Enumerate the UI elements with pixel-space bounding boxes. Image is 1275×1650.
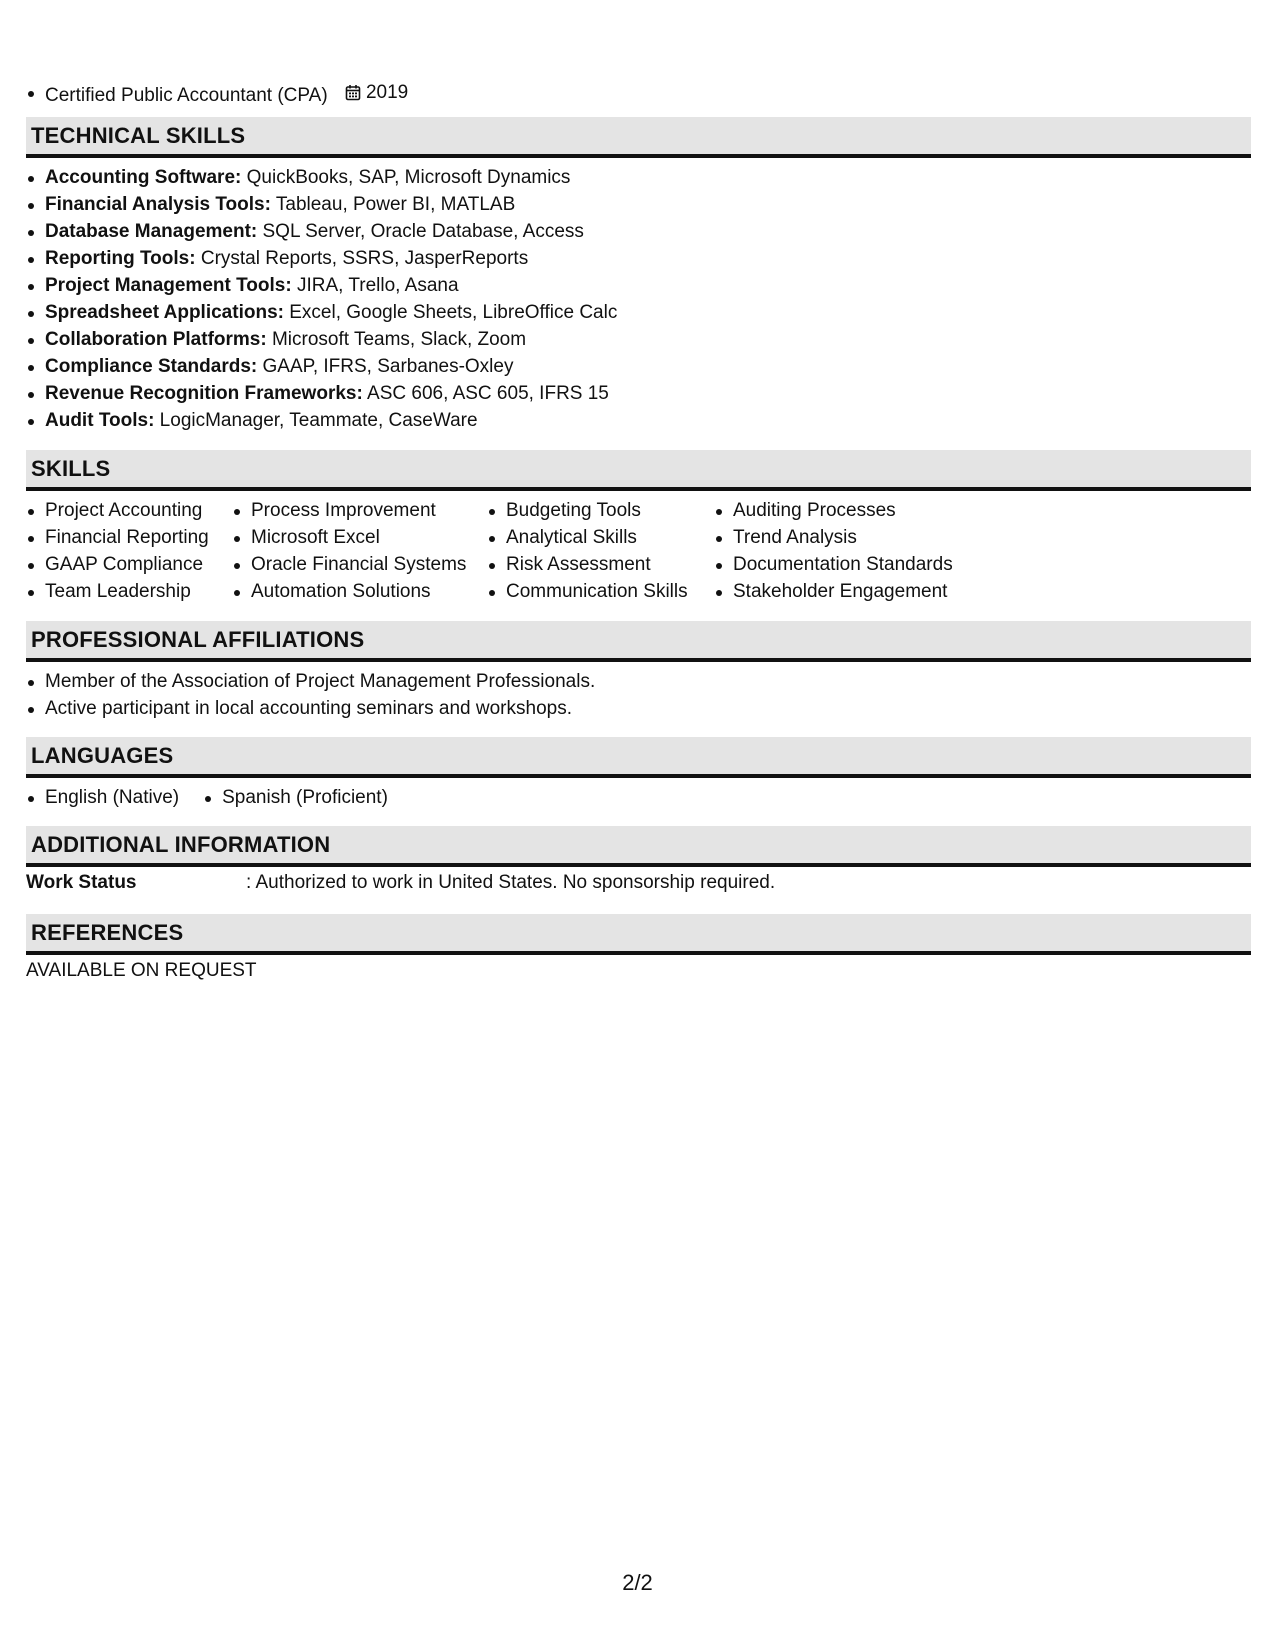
certification-date	[345, 79, 408, 106]
certification-name: Certified Public Accountant (CPA)	[45, 85, 328, 106]
technical-skill-item	[26, 380, 1251, 407]
technical-skills-section	[26, 117, 1251, 434]
skills-columns	[26, 491, 1251, 605]
skill-item: Risk Assessment	[487, 551, 714, 578]
skill-item: GAAP Compliance	[26, 551, 232, 578]
technical-skill-item	[26, 299, 1251, 326]
skill-category: Project Management Tools:	[45, 275, 292, 296]
skill-category: Revenue Recognition Frameworks:	[45, 383, 363, 404]
skill-category: Accounting Software:	[45, 167, 242, 188]
certification-year: 2019	[365, 82, 409, 103]
section-header	[26, 737, 1251, 778]
skill-item: Trend Analysis	[714, 524, 1014, 551]
section-header	[26, 914, 1251, 955]
skill-category: Reporting Tools:	[45, 248, 196, 269]
skill-item: Documentation Standards	[714, 551, 1014, 578]
skill-category: Database Management:	[45, 221, 258, 242]
skill-item: Auditing Processes	[714, 497, 1014, 524]
additional-info-section	[26, 826, 1251, 896]
skill-item: Process Improvement	[232, 497, 487, 524]
skill-values: JIRA, Trello, Asana	[291, 275, 459, 296]
work-status-row	[26, 867, 1251, 896]
skill-values: ASC 606, ASC 605, IFRS 15	[362, 383, 609, 404]
technical-skill-item	[26, 272, 1251, 299]
skill-category: Audit Tools:	[45, 410, 155, 431]
skill-values: LogicManager, Teammate, CaseWare	[154, 410, 478, 431]
skill-item: Communication Skills	[487, 578, 714, 605]
skill-item: Team Leadership	[26, 578, 232, 605]
calendar-icon	[345, 84, 361, 101]
skill-item: Microsoft Excel	[232, 524, 487, 551]
skills-column	[26, 497, 232, 605]
skill-item: Oracle Financial Systems	[232, 551, 487, 578]
technical-skill-item	[26, 191, 1251, 218]
section-title: PROFESSIONAL AFFILIATIONS	[31, 626, 365, 652]
skill-values: Microsoft Teams, Slack, Zoom	[266, 329, 527, 350]
section-header	[26, 826, 1251, 867]
technical-skill-item	[26, 218, 1251, 245]
languages-list	[26, 784, 1251, 811]
affiliation-item: Active participant in local accounting seminars and workshops.	[26, 695, 1251, 722]
work-status-value: : Authorized to work in United States. No sponsorship required.	[246, 872, 776, 893]
section-title: REFERENCES	[31, 919, 184, 945]
skill-category: Financial Analysis Tools:	[45, 194, 271, 215]
skill-item: Project Accounting	[26, 497, 232, 524]
certification-item	[26, 79, 408, 109]
skills-column	[487, 497, 714, 605]
affiliations-section	[26, 621, 1251, 722]
skill-item: Budgeting Tools	[487, 497, 714, 524]
work-status-label: Work Status	[26, 872, 137, 893]
technical-skill-item	[26, 245, 1251, 272]
certification-list	[26, 79, 408, 109]
page-number: 2/2	[622, 1570, 653, 1595]
technical-skill-item	[26, 164, 1251, 191]
skill-category: Compliance Standards:	[45, 356, 258, 377]
technical-skills-list	[26, 164, 1251, 434]
section-header	[26, 621, 1251, 662]
section-title: TECHNICAL SKILLS	[31, 122, 246, 148]
skill-values: GAAP, IFRS, Sarbanes-Oxley	[257, 356, 514, 377]
section-title: ADDITIONAL INFORMATION	[31, 831, 331, 857]
skills-column	[714, 497, 1014, 605]
technical-skill-item	[26, 407, 1251, 434]
skill-category: Collaboration Platforms:	[45, 329, 267, 350]
skill-values: Tableau, Power BI, MATLAB	[270, 194, 516, 215]
skill-item: Stakeholder Engagement	[714, 578, 1014, 605]
section-title: LANGUAGES	[31, 742, 174, 768]
references-text: AVAILABLE ON REQUEST	[26, 960, 257, 981]
skills-column	[232, 497, 487, 605]
skill-values: Excel, Google Sheets, LibreOffice Calc	[283, 302, 618, 323]
language-item: Spanish (Proficient)	[203, 784, 388, 811]
references-section	[26, 914, 1251, 984]
skill-values: QuickBooks, SAP, Microsoft Dynamics	[241, 167, 571, 188]
language-item: English (Native)	[26, 784, 179, 811]
skills-section	[26, 450, 1251, 605]
skill-item: Analytical Skills	[487, 524, 714, 551]
languages-section	[26, 737, 1251, 811]
section-title: SKILLS	[31, 455, 111, 481]
technical-skill-item	[26, 326, 1251, 353]
section-header	[26, 450, 1251, 491]
technical-skill-item	[26, 353, 1251, 380]
skill-item: Automation Solutions	[232, 578, 487, 605]
skill-category: Spreadsheet Applications:	[45, 302, 284, 323]
section-header	[26, 117, 1251, 158]
affiliation-item: Member of the Association of Project Management Professionals.	[26, 668, 1251, 695]
skill-values: Crystal Reports, SSRS, JasperReports	[195, 248, 529, 269]
skill-values: SQL Server, Oracle Database, Access	[257, 221, 584, 242]
skill-item: Financial Reporting	[26, 524, 232, 551]
affiliations-list	[26, 668, 1251, 722]
